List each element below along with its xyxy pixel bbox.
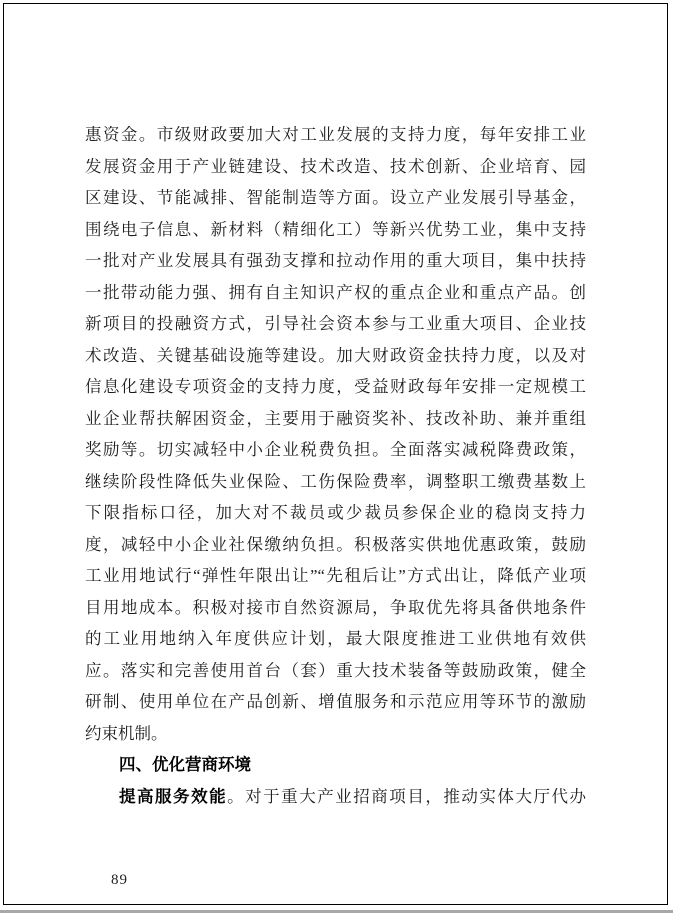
paragraph-line: 继续阶段性降低失业保险、工伤保险费率，调整职工缴费基数上 [85,471,586,491]
paragraph-line: 一批对产业发展具有强劲支撑和拉动作用的重大项目，集中扶持 [85,251,586,270]
paragraph-last-line: 约束机制。 [85,723,168,743]
paragraph-line: 应。落实和完善使用首台（套）重大技术装备等鼓励政策，健全 [85,660,586,680]
paragraph-line: 奖励等。切实减轻中小企业税费负担。全面落实减税降费政策， [85,440,586,459]
paragraph-line: 信息化建设专项资金的支持力度，受益财政每年安排一定规模工 [85,377,586,396]
paragraph-line: 区建设、节能减排、智能制造等方面。设立产业发展引导基金， [85,188,586,207]
paragraph-line: 发展资金用于产业链建设、技术改造、技术创新、企业培育、园 [85,156,586,176]
page-number: 89 [111,872,128,888]
paragraph-line: 的工业用地纳入年度供应计划，最大限度推进工业供地有效供 [85,629,586,648]
paragraph-line: 目用地成本。积极对接市自然资源局，争取优先将具备供地条件 [85,597,586,617]
paragraph-line: 工业用地试行“弹性年限出让”“先租后让”方式出让，降低产业项 [85,566,586,585]
paragraph-line: 下限指标口径，加大对不裁员或少裁员参保企业的稳岗支持力 [85,503,586,522]
paragraph-line: 术改造、关键基础设施等建设。加大财政资金扶持力度，以及对 [85,345,586,365]
paragraph-line: 围绕电子信息、新材料（精细化工）等新兴优势工业，集中支持 [85,219,586,239]
paragraph-line: 研制、使用单位在产品创新、增值服务和示范应用等环节的激励 [85,692,586,711]
paragraph-line: 惠资金。市级财政要加大对工业发展的支持力度，每年安排工业 [85,125,586,144]
page-text-block [85,119,586,812]
paragraph-line: 业企业帮扶解困资金，主要用于融资奖补、技改补助、兼并重组 [85,408,586,428]
section-heading: 四、优化营商环境 [119,755,251,774]
paragraph-line: 一批带动能力强、拥有自主知识产权的重点企业和重点产品。创 [85,282,586,302]
paragraph-line [85,781,586,813]
paragraph-lead-rest: 。对于重大产业招商项目，推动实体大厅代办 [227,786,586,806]
paragraph-line: 新项目的投融资方式，引导社会资本参与工业重大项目、企业技 [85,314,586,333]
paragraph-line: 度，减轻中小企业社保缴纳负担。积极落实供地优惠政策，鼓励 [85,534,586,554]
paragraph-lead-bold: 提高服务效能 [119,786,228,806]
page-bottom-shadow [0,910,673,913]
